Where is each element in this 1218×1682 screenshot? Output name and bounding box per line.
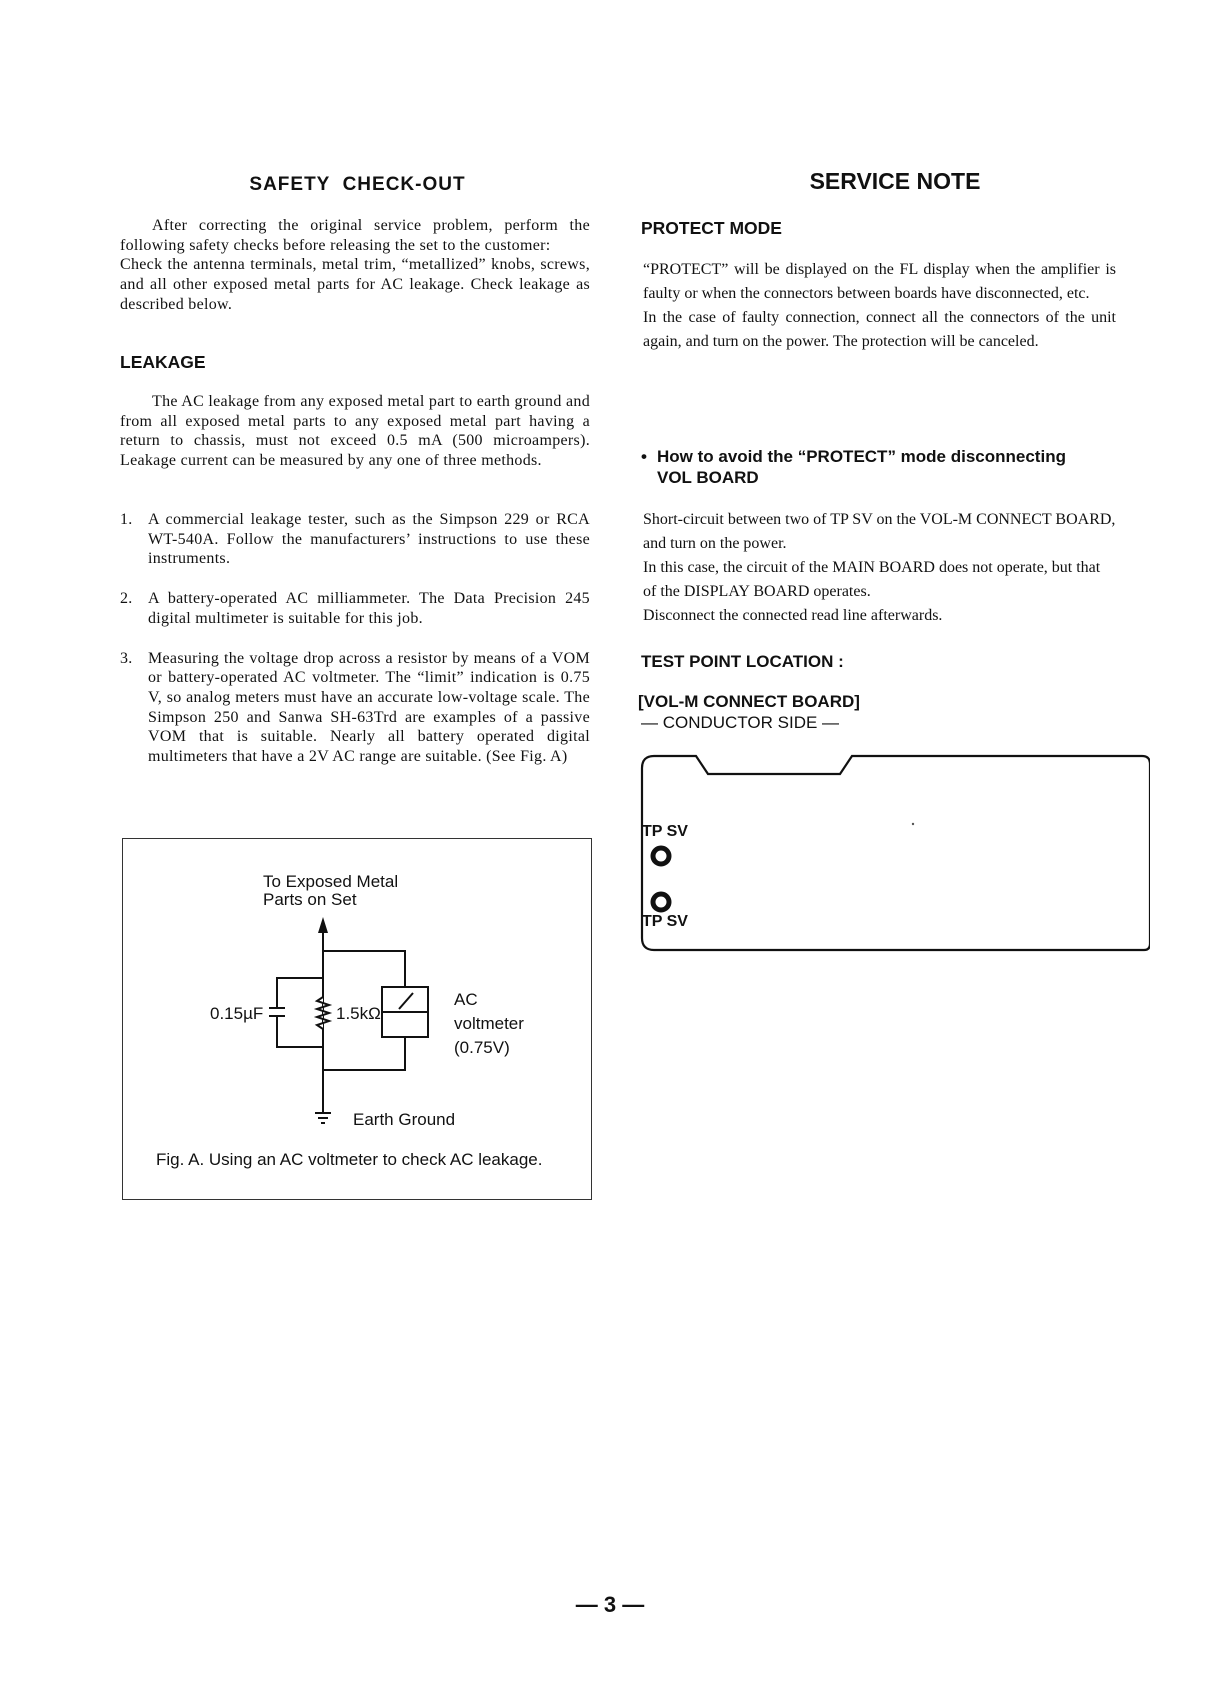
- avoid-heading-line-2: VOL BOARD: [657, 468, 759, 487]
- safety-intro: [120, 216, 590, 315]
- avoid-protect-heading: [641, 446, 1121, 488]
- fig-meter-label-1: AC: [454, 990, 478, 1009]
- cap-top-wire: [277, 978, 323, 1008]
- method-number: 3.: [120, 649, 133, 667]
- tp-sv-top-label: TP SV: [642, 823, 688, 840]
- method-item-1: [120, 510, 590, 569]
- board-outline: [642, 756, 1150, 950]
- board-side-label: — CONDUCTOR SIDE —: [641, 713, 840, 732]
- meter-bottom-wire: [323, 1037, 405, 1070]
- method-item-3: [120, 649, 590, 767]
- speck-dot: [912, 823, 914, 825]
- leakage-paragraph: The AC leakage from any exposed metal part to earth ground and from all exposed metal parts to any exposed metal part having a return to chassis, must not exceed 0.5 mA (500 microampers). Leakage current can be measured by any one of three methods.: [120, 393, 590, 470]
- safety-intro-paragraph-1: After correcting the original service problem, perform the following safety checks before releasing the set to the customer:: [120, 217, 590, 254]
- tp-sv-bottom-label: TP SV: [642, 913, 688, 930]
- service-note-title: SERVICE NOTE: [809, 168, 981, 194]
- page-number: — 3 —: [575, 1592, 645, 1617]
- method-text: Measuring the voltage drop across a resistor by means of a VOM or battery-operated AC voltmeter. The “limit” indication is 0.75 V, so analog meters must have an accurate low-voltage scale. The Simpson 250 and Sanwa SH-63Trd are examples of a passive VOM that is suitable. Nearly all battery operated digital multimeters that have a 2V AC range are suitable. (See Fig. A): [148, 649, 590, 766]
- resistor-icon: [317, 997, 329, 1029]
- leakage-heading: LEAKAGE: [120, 352, 206, 372]
- fig-caption: Fig. A. Using an AC voltmeter to check AC leakage.: [156, 1150, 543, 1169]
- method-number: 1.: [120, 511, 133, 528]
- protect-mode-heading: PROTECT MODE: [641, 218, 782, 238]
- fig-ground-label: Earth Ground: [353, 1110, 456, 1129]
- test-point-icon: [653, 894, 669, 910]
- avoid-paragraph-1: Short-circuit between two of TP SV on the VOL-M CONNECT BOARD, and turn on the power.: [643, 511, 1116, 552]
- protect-mode-text: [643, 258, 1116, 354]
- avoid-paragraph-3: Disconnect the connected read line afterwards.: [643, 607, 943, 624]
- leakage-circuit-diagram: [123, 839, 593, 1201]
- board-name: [VOL-M CONNECT BOARD]: [638, 692, 860, 711]
- test-point-icon: [653, 848, 669, 864]
- protect-paragraph-2: In the case of faulty connection, connect all the connectors of the unit again, and turn on the power. The protection will be canceled.: [643, 309, 1116, 350]
- safety-intro-paragraph-2: Check the antenna terminals, metal trim, “metallized” knobs, screws, and all other exposed metal parts for AC leakage. Check leakage as described below.: [120, 256, 590, 313]
- fig-capacitor-label: 0.15µF: [210, 1004, 264, 1023]
- method-item-2: [120, 589, 590, 628]
- fig-meter-label-2: voltmeter: [454, 1014, 524, 1033]
- cap-bottom-wire: [277, 1016, 323, 1047]
- safety-checkout-title: SAFETY CHECK-OUT: [249, 174, 466, 195]
- avoid-paragraph-2: In this case, the circuit of the MAIN BOARD does not operate, but that of the DISPLAY BOARD operates.: [643, 559, 1101, 600]
- arrow-up-icon: [318, 917, 328, 933]
- fig-meter-label-3: (0.75V): [454, 1038, 510, 1057]
- fig-top-label-2: Parts on Set: [263, 890, 357, 909]
- fig-resistor-label: 1.5kΩ: [336, 1004, 381, 1023]
- figure-a-box: [122, 838, 592, 1200]
- protect-paragraph-1: “PROTECT” will be displayed on the FL display when the amplifier is faulty or when the connectors between boards have disconnected, etc.: [643, 261, 1116, 302]
- vol-m-connect-board-diagram: [640, 752, 1150, 962]
- method-text: A battery-operated AC milliammeter. The Data Precision 245 digital multimeter is suitable for this job.: [148, 590, 590, 627]
- fig-top-label-1: To Exposed Metal: [263, 872, 399, 891]
- avoid-heading-line-1: How to avoid the “PROTECT” mode disconnecting: [657, 447, 1066, 466]
- method-text: A commercial leakage tester, such as the Simpson 229 or RCA WT-540A. Follow the manufacturers’ instructions to use these instruments.: [148, 511, 590, 568]
- meter-top-wire: [323, 951, 405, 987]
- bullet-icon: •: [641, 447, 647, 466]
- test-point-heading: TEST POINT LOCATION :: [641, 652, 844, 671]
- avoid-protect-text: [643, 508, 1116, 628]
- methods-list: [120, 510, 590, 767]
- method-number: 2.: [120, 590, 133, 608]
